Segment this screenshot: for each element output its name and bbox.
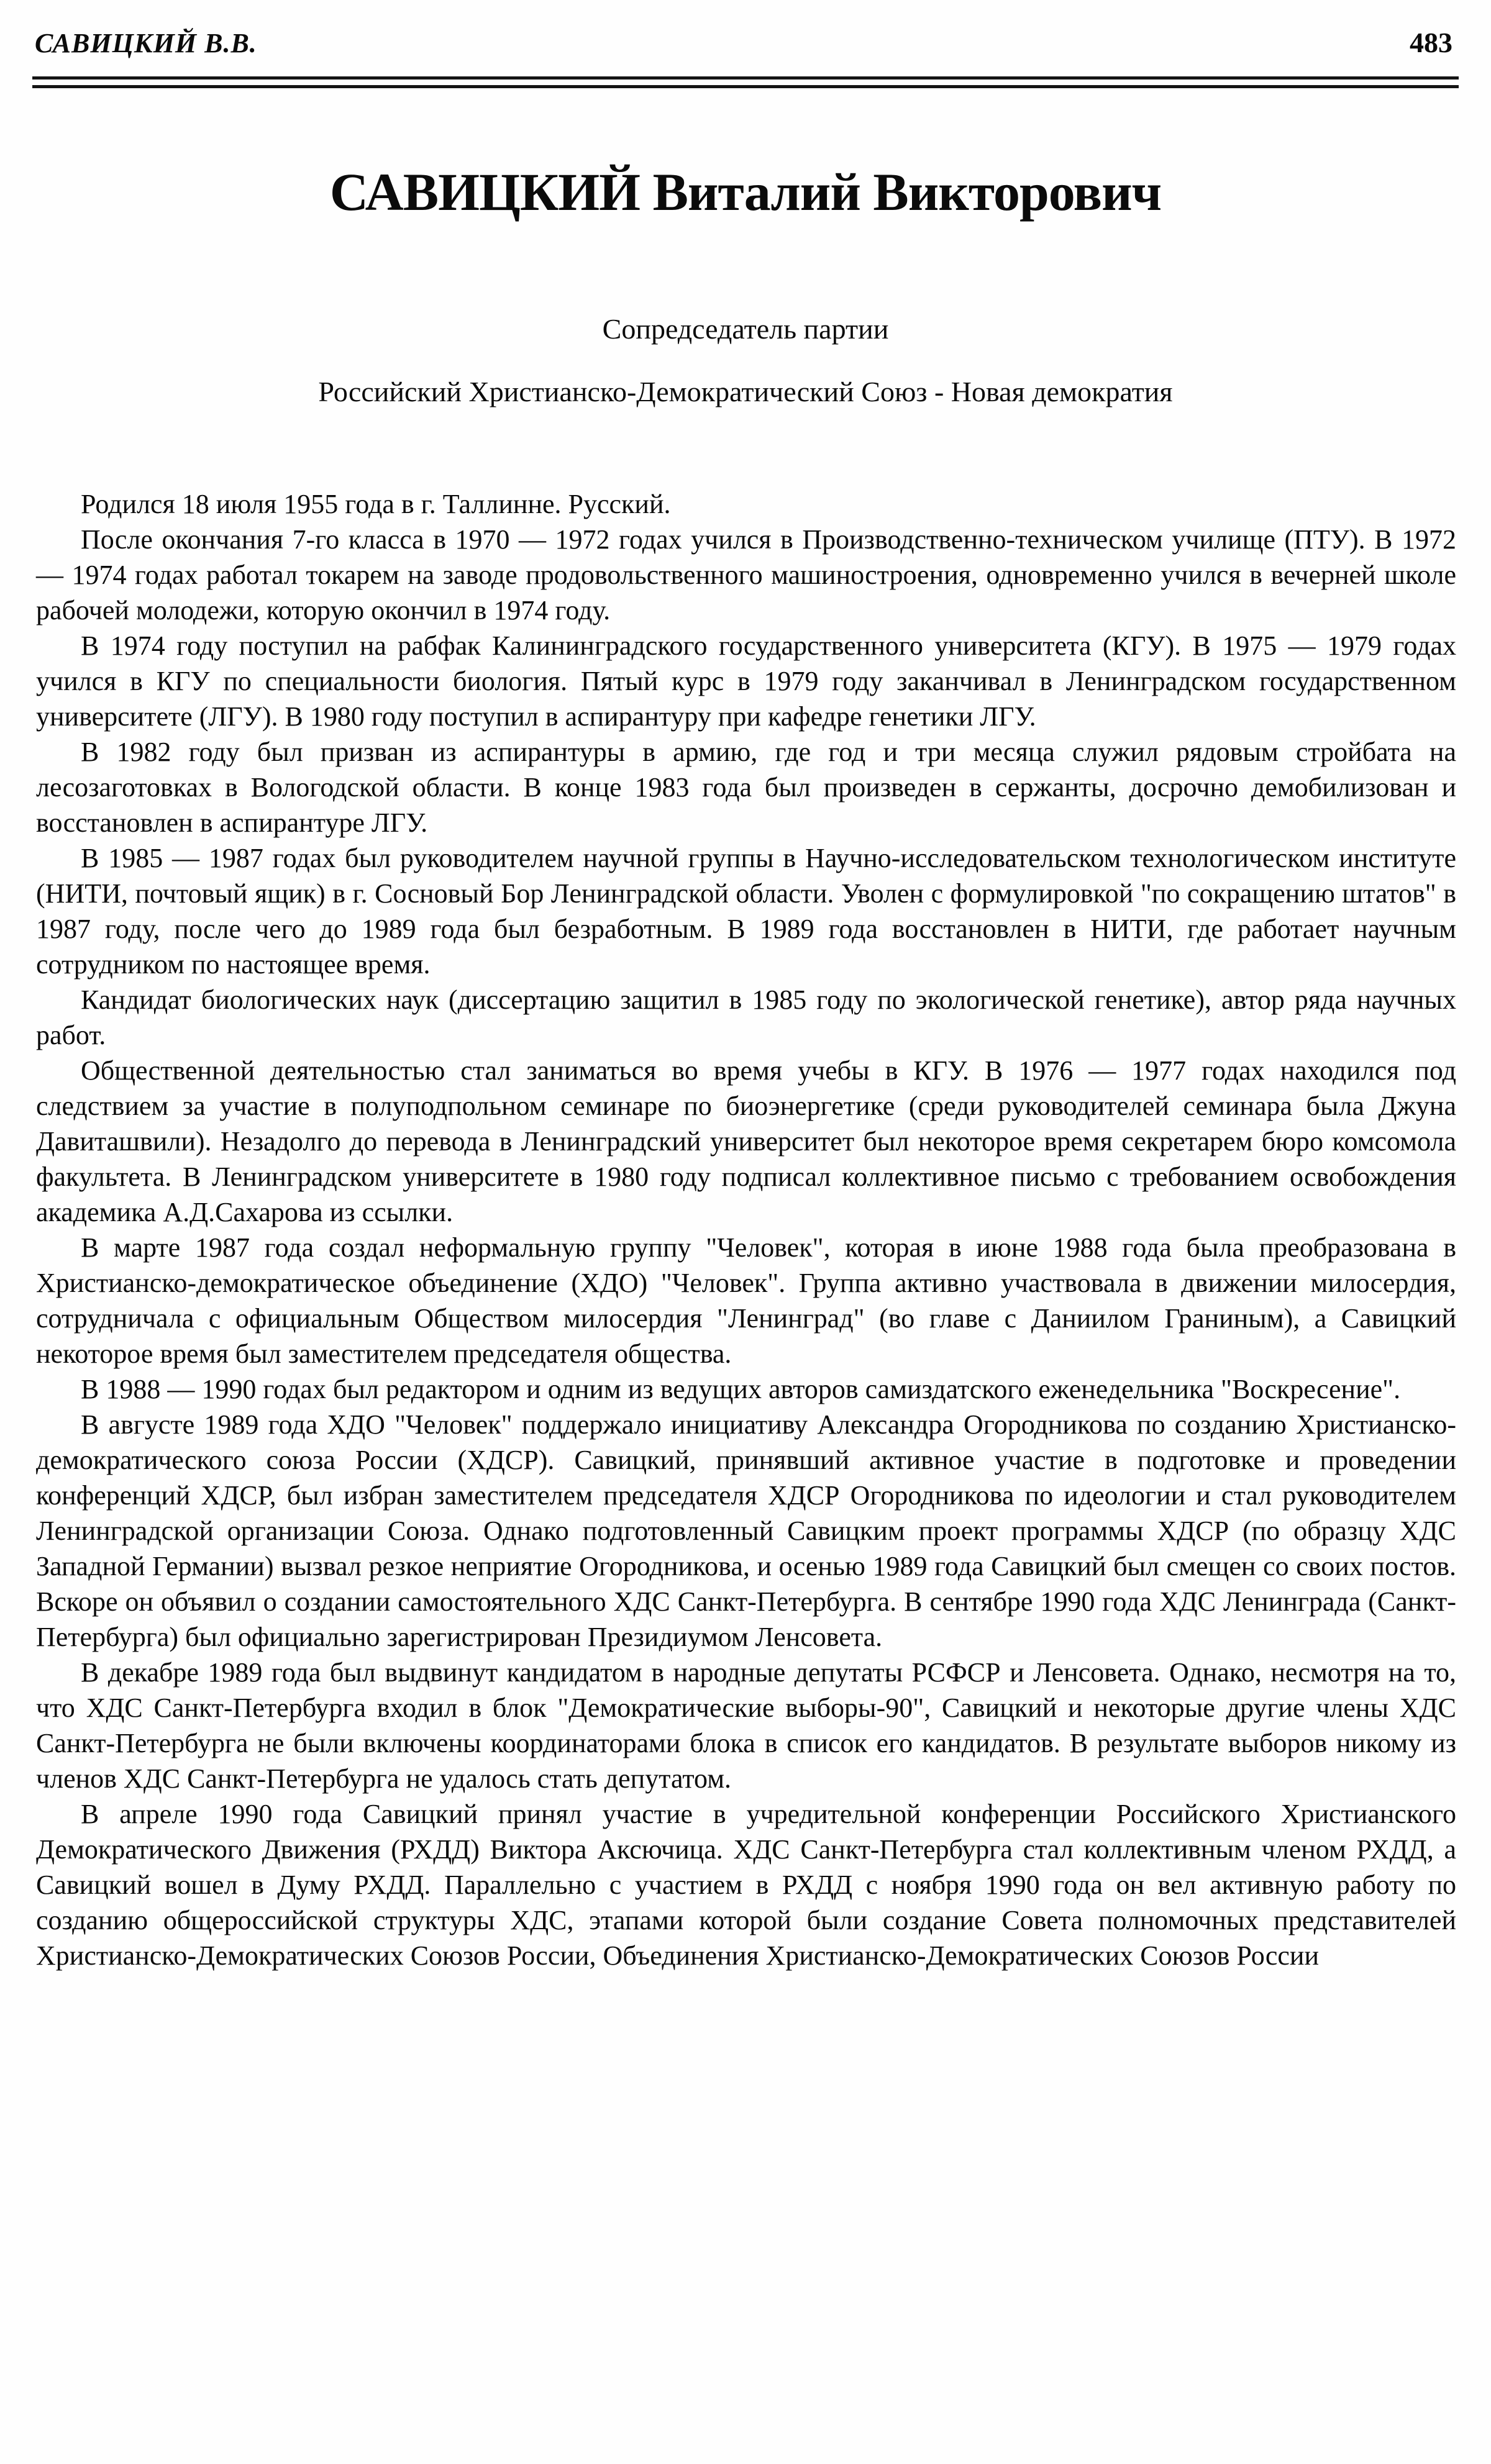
body-paragraph: Родился 18 июля 1955 года в г. Таллинне. Русский.	[81, 488, 671, 519]
body-paragraph: В 1988 — 1990 годах был редактором и одним из ведущих авторов самиздатского еженедельника "Воскресение".	[81, 1373, 1401, 1404]
body-paragraph: В августе 1989 года ХДО "Человек" поддержало инициативу Александра Огородникова по созданию Христианско-демократического союза России (ХДСР). Савицкий, принявший активное участие в подготовке и проведении конференций ХДСР, был избран заместителем председателя ХДСР Огородникова по идеологии и стал руководителем Ленинградской организации Союза. Однако подготовленный Савицким проект программы ХДСР (по образцу ХДС Западной Германии) вызвал резкое неприятие Огородникова, и осенью 1989 года Савицкий был смещен со своих постов. Вскоре он объявил о создании самостоятельного ХДС Санкт-Петербурга. В сентябре 1990 года ХДС Ленинграда (Санкт-Петербурга) был официально зарегистрирован Президиумом Ленсовета.	[36, 1409, 1456, 1652]
body-paragraph: В 1982 году был призван из аспирантуры в армию, где год и три месяца служил рядовым стройбата на лесозаготовках в Вологодской области. В конце 1983 года был произведен в сержанты, досрочно демобилизован и восстановлен в аспирантуре ЛГУ.	[36, 736, 1456, 838]
running-header-row	[0, 0, 1491, 59]
subtitle-role: Сопредседатель партии	[602, 313, 889, 345]
subtitle-party-name: Российский Христианско-Демократический Союз - Новая демократия	[318, 376, 1173, 408]
body-paragraph: В декабре 1989 года был выдвинут кандидатом в народные депутаты РСФСР и Ленсовета. Однако, несмотря на то, что ХДС Санкт-Петербурга входил в блок "Демократические выборы-90", Савицкий и некоторые другие члены ХДС Санкт-Петербурга не были включены координаторами блока в список его кандидатов. В результате выборов никому из членов ХДС Санкт-Петербурга не удалось стать депутатом.	[36, 1657, 1456, 1794]
body-paragraph: В 1985 — 1987 годах был руководителем научной группы в Научно-исследовательском технологическом институте (НИТИ, почтовый ящик) в г. Сосновый Бор Ленинградской области. Уволен с формулировкой "по сокращению штатов" в 1987 году, после чего до 1989 года был безработным. В 1989 года восстановлен в НИТИ, где работает научным сотрудником по настоящее время.	[36, 842, 1456, 980]
body-paragraph: Общественной деятельностью стал заниматься во время учебы в КГУ. В 1976 — 1977 годах находился под следствием за участие в полуподпольном семинаре по биоэнергетике (среди руководителей семинара была Джуна Давиташвили). Незадолго до перевода в Ленинградский университет был некоторое время секретарем бюро комсомола факультета. В Ленинградском университете в 1980 году подписал коллективное письмо с требованием освобождения академика А.Д.Сахарова из ссылки.	[36, 1055, 1456, 1227]
body-paragraph: После окончания 7-го класса в 1970 — 1972 годах учился в Производственно-техническом училище (ПТУ). В 1972 — 1974 годах работал токарем на заводе продовольственного машиностроения, одновременно учился в вечерней школе рабочей молодежи, которую окончил в 1974 году.	[36, 524, 1456, 625]
page-title: САВИЦКИЙ Виталий Викторович	[329, 162, 1162, 222]
body-paragraph: В апреле 1990 года Савицкий принял участие в учредительной конференции Российского Христианского Демократического Движения (РХДД) Виктора Аксючица. ХДС Санкт-Петербурга стал коллективным членом РХДД, а Савицкий вошел в Думу РХДД. Параллельно с участием в РХДД с ноября 1990 года он вел активную работу по созданию общероссийской структуры ХДС, этапами которой были создание Совета полномочных представителей Христианско-Демократических Союзов России, Объединения Христианско-Демократических Союзов России	[36, 1798, 1456, 1971]
body-paragraph: Кандидат биологических наук (диссертацию защитил в 1985 году по экологической генетике), автор ряда научных работ.	[36, 984, 1456, 1050]
page-number: 483	[1410, 27, 1452, 58]
body-paragraph: В марте 1987 года создал неформальную группу "Человек", которая в июне 1988 года была преобразована в Христианско-демократическое объединение (ХДО) "Человек". Группа активно участвовала в движении милосердия, сотрудничала с официальным Обществом милосердия "Ленинград" (во главе с Даниилом Граниным), а Савицкий некоторое время был заместителем председателя общества.	[36, 1232, 1456, 1369]
running-header: САВИЦКИЙ В.В.	[35, 28, 257, 58]
double-rule-divider	[32, 76, 1459, 88]
body-paragraph: В 1974 году поступил на рабфак Калининградского государственного университета (КГУ). В 1975 — 1979 годах учился в КГУ по специальности биология. Пятый курс в 1979 году заканчивал в Ленинградском государственном университете (ЛГУ). В 1980 году поступил в аспирантуру при кафедре генетики ЛГУ.	[36, 630, 1456, 732]
biography-text	[36, 486, 1456, 1973]
